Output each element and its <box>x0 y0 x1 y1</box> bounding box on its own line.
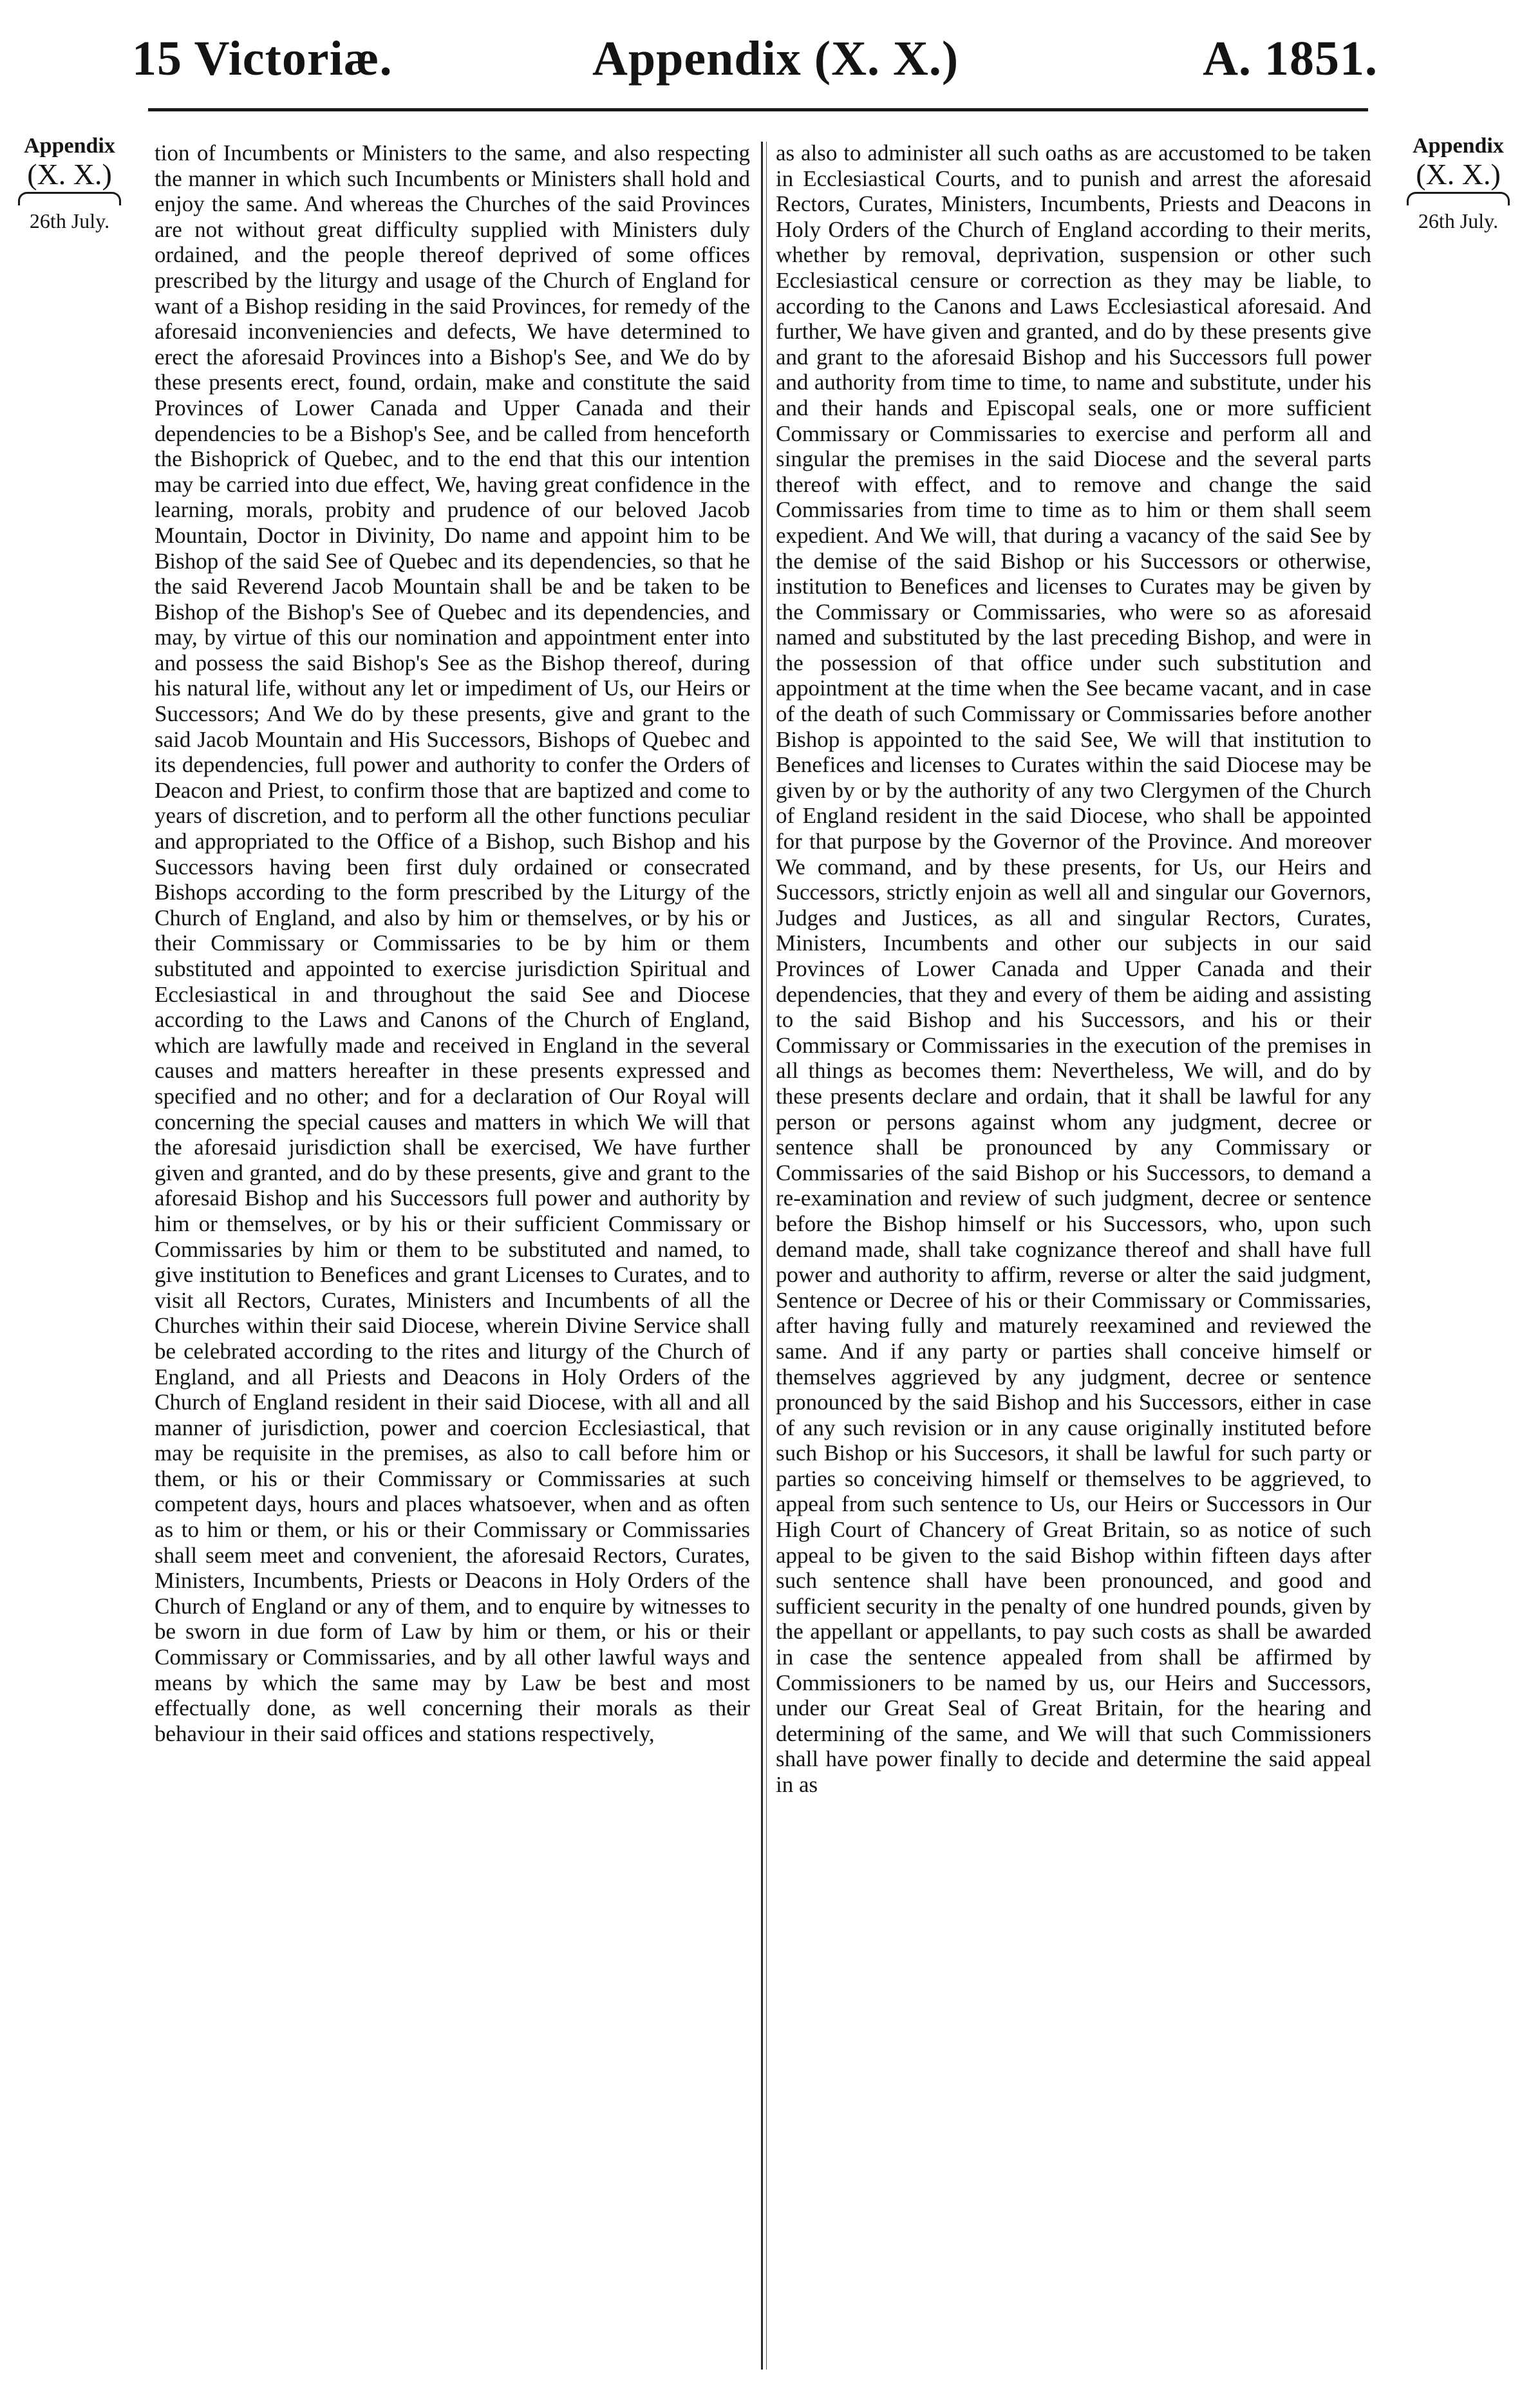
text-column-left: tion of Incumbents or Ministers to the same, and also respecting the manner in which such Incumbents or Ministers shall hold and enjoy the same. And whereas the Churches of the said Provinces are not without great difficulty supplied with Ministers duly ordained, and the people thereof deprived of some offices prescribed by the liturgy and usage of the Church of England for want of a Bishop residing in the said Provinces, for remedy of the aforesaid inconveniencies and defects, We have determined to erect the aforesaid Provinces into a Bishop's See, and We do by these presents erect, found, ordain, make and constitute the said Provinces of Lower Canada and Upper Canada and their dependencies to be a Bishop's See, and be called from henceforth the Bishoprick of Quebec, and to the end that this our intention may be carried into due effect, We, having great confidence in the learning, morals, probity and prudence of our beloved Jacob Mountain, Doctor in Divinity, Do name and appoint him to be Bishop of the said See of Quebec and its dependencies, so that he the said Reverend Jacob Mountain shall be and be taken to be Bishop of the Bishop's See of Quebec and its dependencies, and may, by virtue of this our nomination and appointment enter into and possess the said Bishop's See as the Bishop thereof, during his natural life, without any let or impediment of Us, our Heirs or Successors; And We do by these presents, give and grant to the said Jacob Mountain and His Successors, Bishops of Quebec and its dependencies, full power and authority to confer the Orders of Deacon and Priest, to confirm those that are baptized and come to years of discretion, and to perform all the other functions peculiar and appropriated to the Office of a Bishop, such Bishop and his Successors having been first duly ordained or consecrated Bishops according to the form prescribed by the Liturgy of the Church of England, and also by him or themselves, or by his or their Commissary or Commissaries to be by him or them substituted and appointed to exercise jurisdiction Spiritual and Ecclesiastical in and throughout the said See and Diocese according to the Laws and Canons of the Church of England, which are lawfully made and received in England in the several causes and matters hereafter in these presents expressed and specified and no other; and for a declaration of Our Royal will concerning the special causes and matters in which We will that the aforesaid jurisdiction shall be exercised, We have further given and granted, and do by these presents, give and grant to the aforesaid Bishop and his Successors full power and authority by him or themselves, or by his or their sufficient Commissary or Commissaries by him or them to be substituted and named, to give institution to Benefices and grant Licenses to Curates, and to visit all Rectors, Curates, Ministers and Incumbents of all the Churches within their said Diocese, wherein Divine Service shall be celebrated according to the rites and liturgy of the Church of England, and all Priests and Deacons in Holy Orders of the Church of England resident in their said Diocese, with all and all manner of jurisdiction, power and coercion Ecclesiastical, that may be requisite in the premises, as also to call before him or them, or his or their Commissary or Commissaries at such competent days, hours and places whatsoever, when and as often as to him or them, or his or their Commissary or Commissaries shall seem meet and convenient, the aforesaid Rectors, Curates, Ministers, Incumbents, Priests or Deacons in Holy Orders of the Church of England or any of them, and to enquire by witnesses to be sworn in due form of Law by him or them, or his or their Commissary or Commissaries, and by all other lawful ways and means by which the same may by Law be best and most effectually done, as well concerning their morals as their behaviour in their said offices and stations respectively, <box>155 140 750 1746</box>
margin-note-left <box>5 134 134 233</box>
margin-brace <box>1407 192 1510 205</box>
header-appendix-title: Appendix (X. X.) <box>592 32 959 86</box>
header-session: 15 Victoriæ. <box>132 32 393 86</box>
page-header <box>0 31 1540 115</box>
column-divider <box>761 142 763 2370</box>
header-year: A. 1851. <box>1203 32 1378 86</box>
margin-date: 26th July. <box>29 209 110 232</box>
margin-appendix-ref: (X. X.) <box>1416 158 1501 191</box>
margin-date: 26th July. <box>1418 209 1499 232</box>
margin-appendix-ref: (X. X.) <box>27 158 112 191</box>
margin-brace <box>18 192 121 205</box>
margin-appendix-label: Appendix <box>24 134 115 158</box>
column-divider-inner <box>766 142 767 2370</box>
text-column-right: as also to administer all such oaths as are accustomed to be taken in Ecclesiastical Courts, and to punish and arrest the aforesaid Rectors, Curates, Ministers, Incumbents, Priests and Deacons in Holy Orders of the Church of England according to their merits, whether by removal, deprivation, suspension or other such Ecclesiastical censure or correction as they may be liable, to according to the Canons and Laws Ecclesiastical aforesaid. And further, We have given and granted, and do by these presents give and grant to the aforesaid Bishop and his Successors full power and authority from time to time, to name and substitute, under his and their hands and Episcopal seals, one or more sufficient Commissary or Commissaries to exercise and perform all and singular the premises in the said Diocese and the several parts thereof with effect, and to remove and change the said Commissaries from time to time as to him or them shall seem expedient. And We will, that during a vacancy of the said See by the demise of the said Bishop or his Successors or otherwise, institution to Benefices and licenses to Curates may be given by the Commissary or Commissaries, who were so as aforesaid named and substituted by the last preceding Bishop, and were in the possession of that office under such substitution and appointment at the time when the See became vacant, and in case of the death of such Commissary or Commissaries before another Bishop is appointed to the said See, We will that institution to Benefices and licenses to Curates within the said Diocese may be given by or by the authority of any two Clergymen of the Church of England resident in the said Diocese, who shall be appointed for that purpose by the Governor of the Province. And moreover We command, and by these presents, for Us, our Heirs and Successors, strictly enjoin as well all and singular our Governors, Judges and Justices, as all and singular Rectors, Curates, Ministers, Incumbents and other our subjects in our said Provinces of Lower Canada and Upper Canada and their dependencies, that they and every of them be aiding and assisting to the said Bishop and his Successors, and his or their Commissary or Commissaries in the execution of the premises in all things as becomes them: Nevertheless, We will, and do by these presents declare and ordain, that it shall be lawful for any person or persons against whom any judgment, decree or sentence shall be pronounced by any Commissary or Commissaries of the said Bishop or his Successors, to demand a re-examination and review of such judgment, decree or sentence before the Bishop himself or his Successors, who, upon such demand made, shall take cognizance thereof and shall have full power and authority to affirm, reverse or alter the said judgment, Sentence or Decree of his or their Commissary or Commissaries, after having fully and maturely reexamined and reviewed the same. And if any party or parties shall conceive himself or themselves aggrieved by any judgment, decree or sentence pronounced by the said Bishop and his Successors, either in case of any such revision or in any cause originally instituted before such Bishop or his Succesors, it shall be lawful for such party or parties so conceiving himself or themselves to be aggrieved, to appeal from such sentence to Us, our Heirs or Successors in Our High Court of Chancery of Great Britain, so as notice of such appeal to be given to the said Bishop within fifteen days after such sentence shall have been pronounced, and good and sufficient security in the penalty of one hundred pounds, given by the appellant or appellants, to pay such costs as shall be awarded in case the sentence appealed from shall be affirmed by Commissioners to be named by us, our Heirs and Successors, under our Great Seal of Great Britain, for the hearing and determining of the same, and We will that such Commissioners shall have power finally to decide and determine the said appeal in as <box>776 140 1371 1797</box>
margin-appendix-label: Appendix <box>1413 134 1504 158</box>
margin-note-right <box>1394 134 1523 233</box>
header-rule <box>148 108 1368 111</box>
